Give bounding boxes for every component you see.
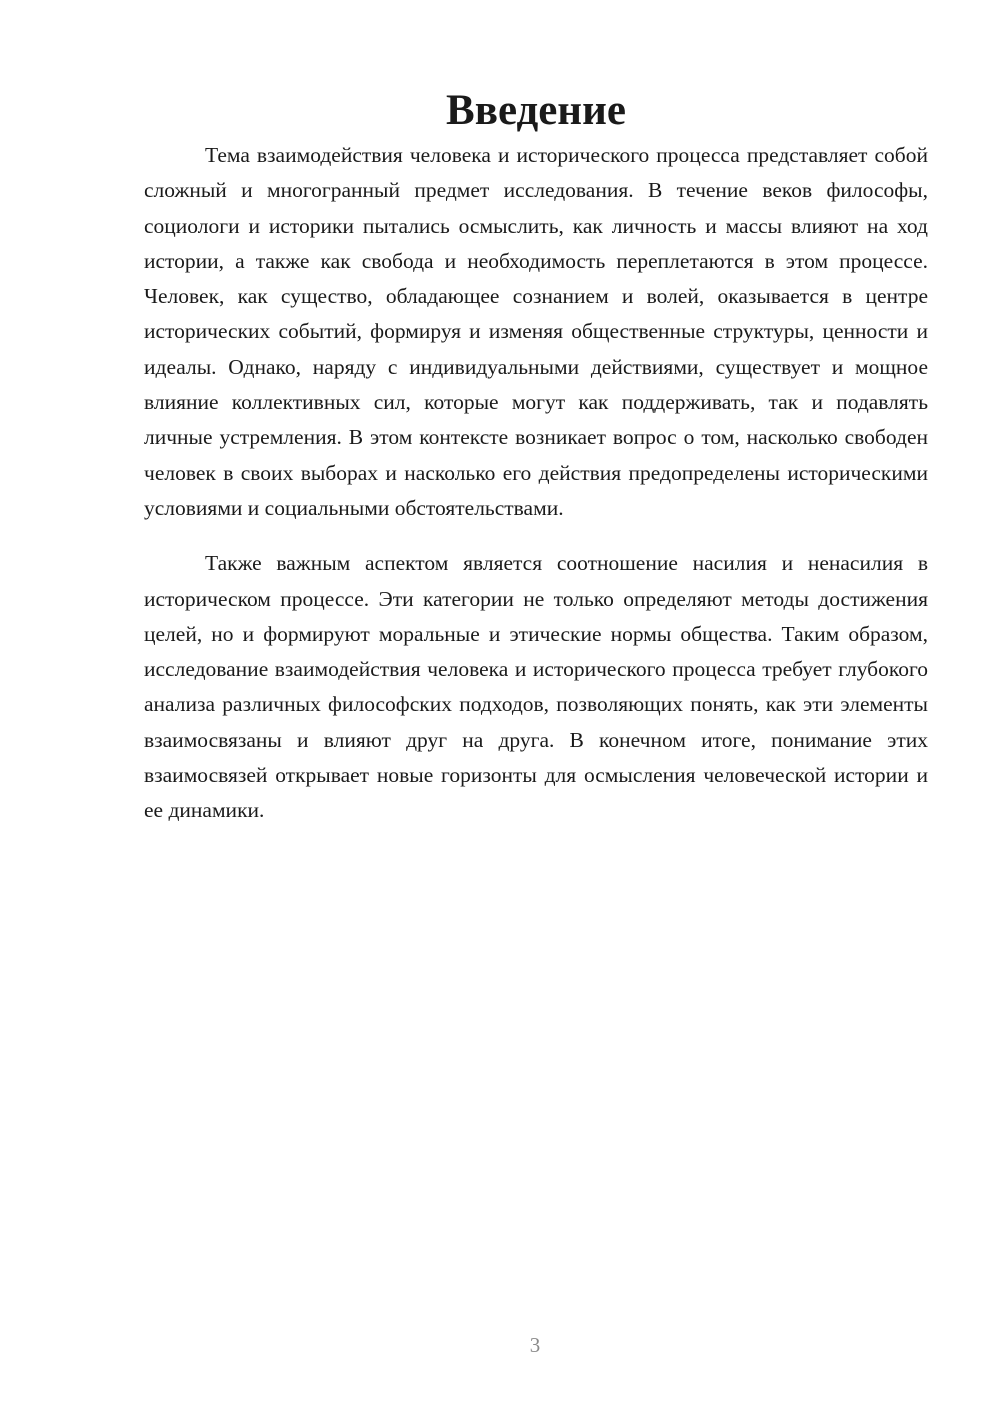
page-number: 3: [529, 1333, 541, 1357]
paragraph-2: Также важным аспектом является соотношение насилия и ненасилия в историческом процессе. Эти категории не только определяют методы достижения целей, но и формируют моральные и этические нормы общества. Таким образом, исследование взаимодействия человека и исторического процесса требует глубокого анализа различных философских подходов, позволяющих понять, как эти элементы взаимосвязаны и влияют друг на друга. В конечном итоге, понимание этих взаимосвязей открывает новые горизонты для осмысления человеческой истории и ее динамики.: [144, 551, 928, 823]
paragraph-1: Тема взаимодействия человека и исторического процесса представляет собой сложный и многогранный предмет исследования. В течение веков философы, социологи и историки пытались осмыслить, как личность и массы влияют на ход истории, а также как свобода и необходимость переплетаются в этом процессе. Человек, как существо, обладающее сознанием и волей, оказывается в центре исторических событий, формируя и изменяя общественные структуры, ценности и идеалы. Однако, наряду с индивидуальными действиями, существует и мощное влияние коллективных сил, которые могут как поддерживать, так и подавлять личные устремления. В этом контексте возникает вопрос о том, насколько свободен человек в своих выборах и насколько его действия предопределены историческими условиями и социальными обстоятельствами.: [144, 143, 928, 520]
section-title: Введение: [446, 87, 626, 134]
page-content: [144, 87, 928, 829]
